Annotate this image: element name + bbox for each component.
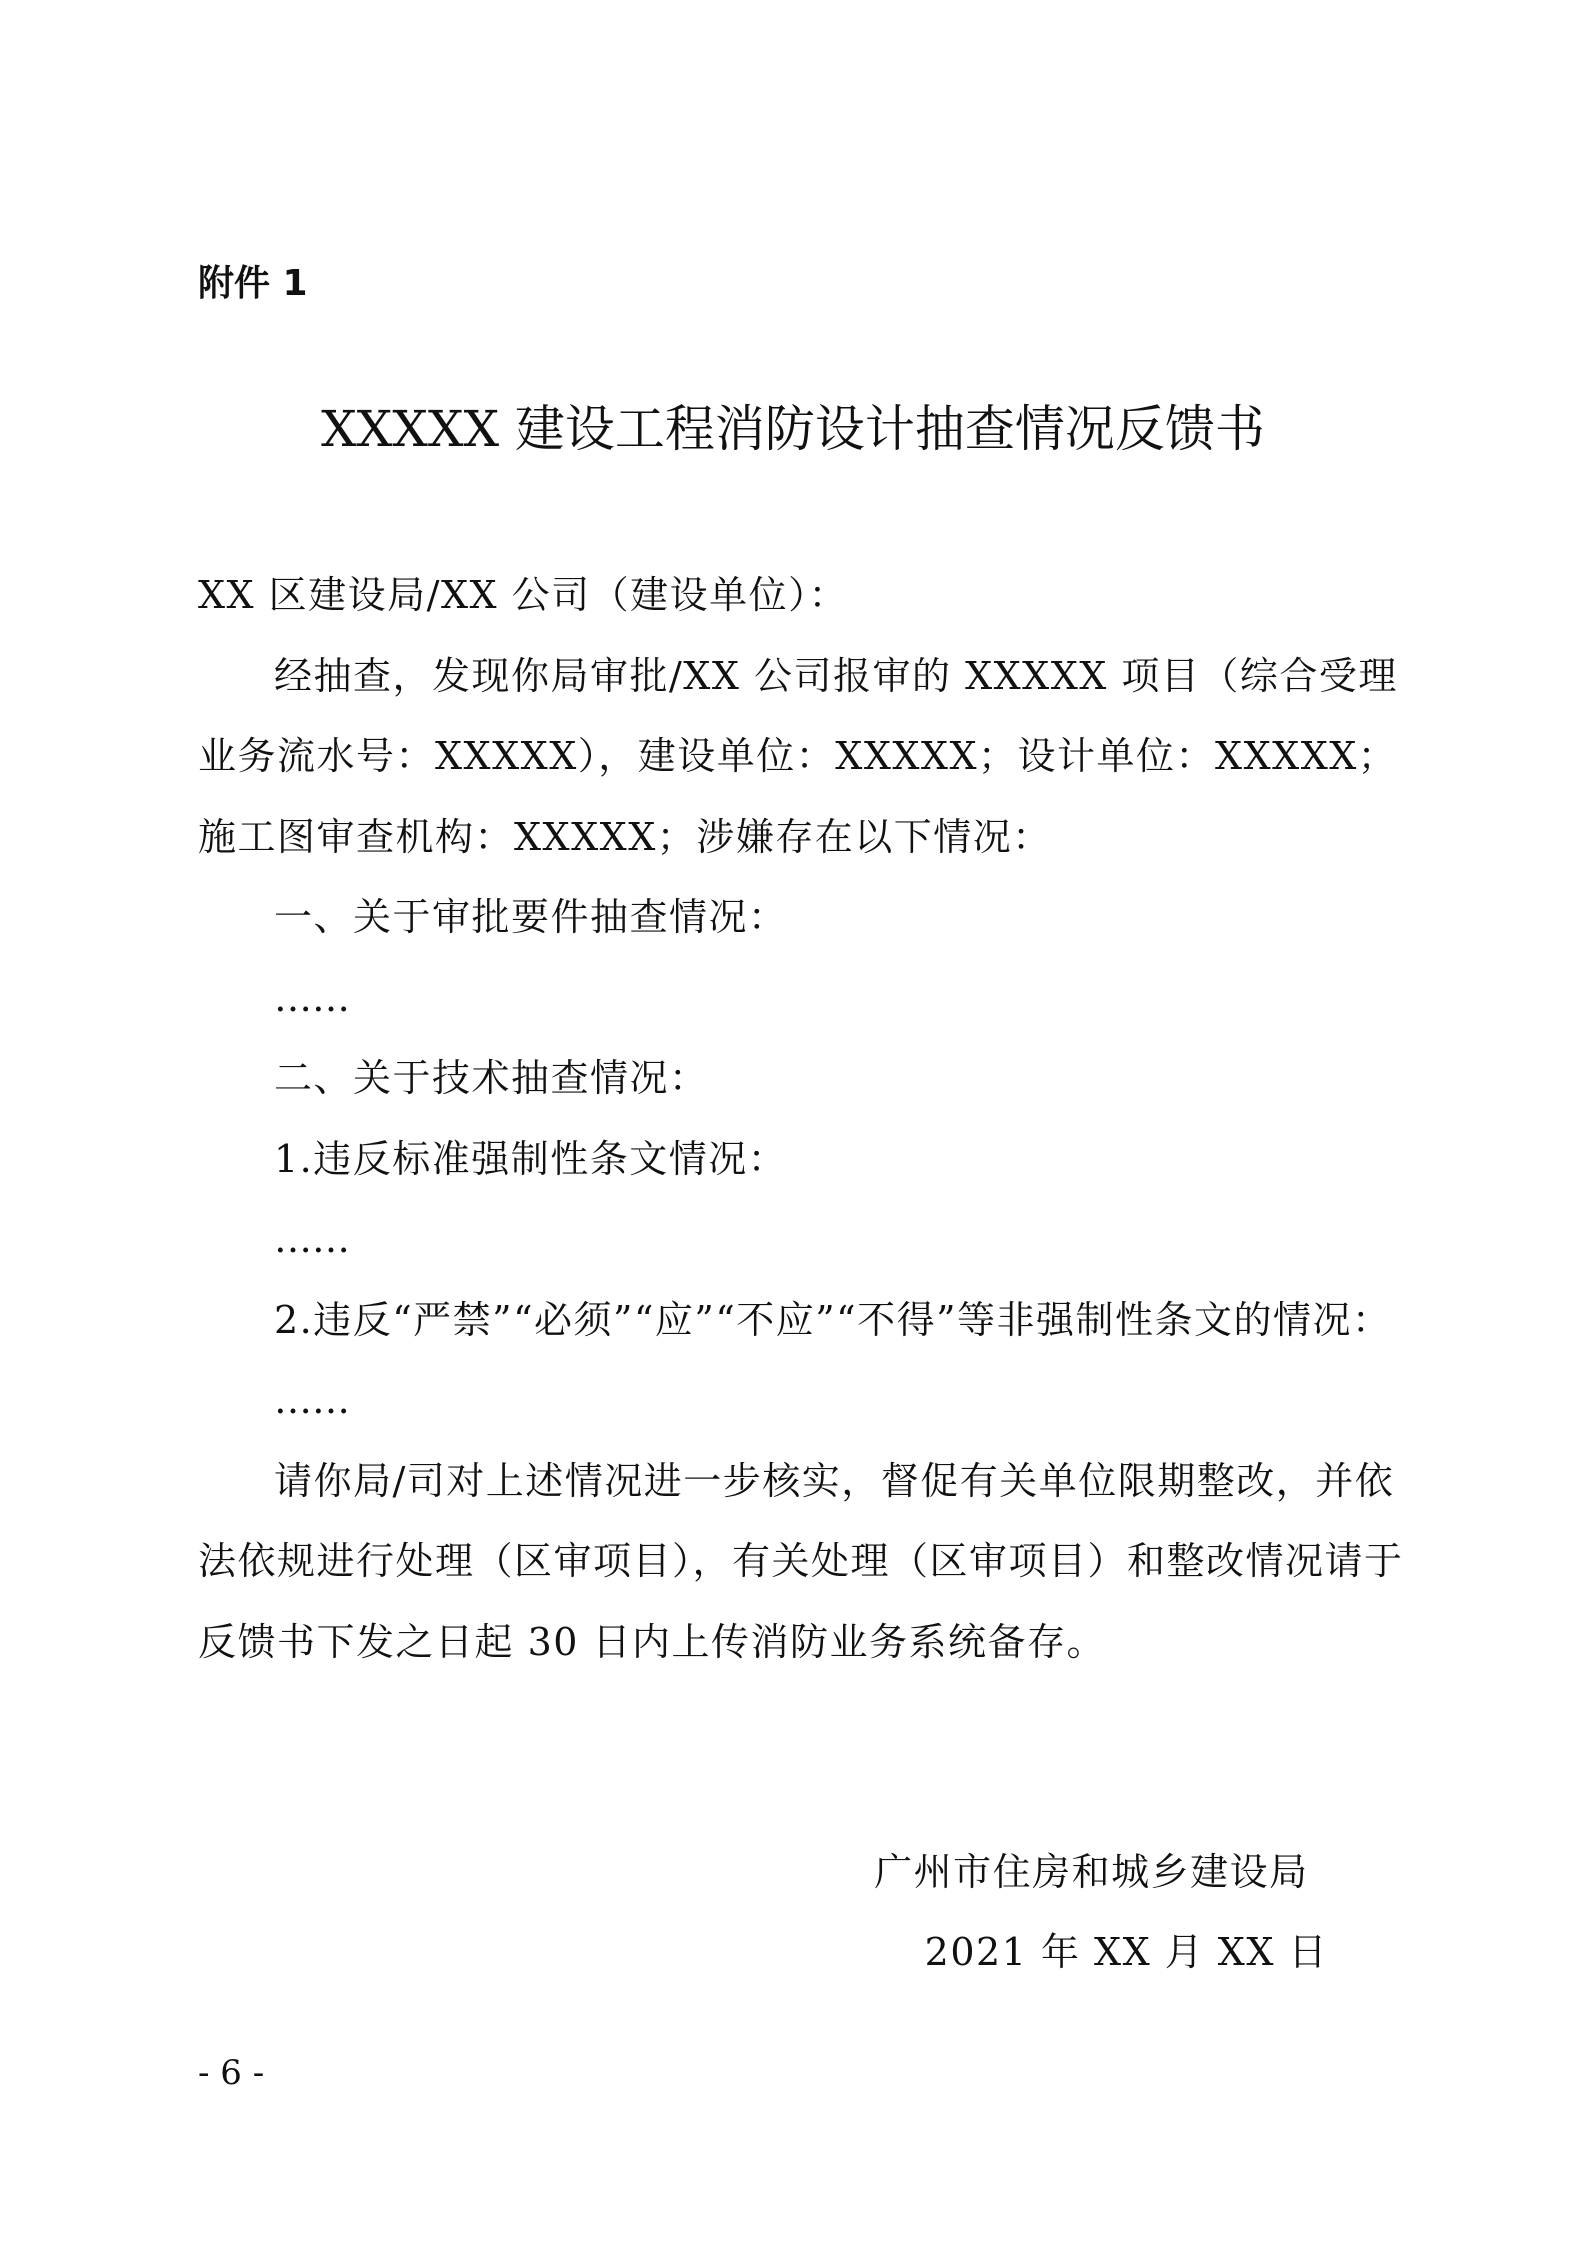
document-body	[198, 555, 1410, 1682]
signature-block	[855, 1832, 1328, 1992]
page-number: - 6 -	[198, 2053, 265, 2093]
signature-date: 2021 年 XX 月 XX 日	[924, 1930, 1328, 1974]
section-2-item-1-heading: 1.违反标准强制性条文情况：	[274, 1136, 788, 1181]
section-1-heading: 一、关于审批要件抽查情况：	[274, 895, 788, 939]
section-1-content: ……	[274, 975, 350, 1020]
section-2-heading: 二、关于技术抽查情况：	[274, 1056, 709, 1100]
section-2-item-1-content: ……	[274, 1217, 350, 1261]
section-2-item-2-content: ……	[274, 1378, 350, 1422]
attachment-label: 附件 1	[198, 263, 308, 304]
addressee: XX 区建设局/XX 公司（建设单位）：	[198, 573, 849, 617]
closing-paragraph: 请你局/司对上述情况进一步核实，督促有关单位限期整改，并依法依规进行处理（区审项目），有关处理（区审项目）和整改情况请于反馈书下发之日起 30 日内上传消防业务系统备存。	[198, 1458, 1404, 1664]
intro-paragraph: 经抽查，发现你局审批/XX 公司报审的 XXXXX 项目（综合受理业务流水号：XXXXX），建设单位：XXXXX；设计单位：XXXXX；施工图审查机构：XXXXX；涉嫌存在以下情况：	[198, 653, 1398, 859]
document-title: XXXXX 建设工程消防设计抽查情况反馈书	[321, 400, 1265, 458]
section-2-item-2-heading: 2.违反“严禁”“必须”“应”“不应”“不得”等非强制性条文的情况：	[274, 1297, 1392, 1342]
signature-organization: 广州市住房和城乡建设局	[874, 1850, 1309, 1894]
